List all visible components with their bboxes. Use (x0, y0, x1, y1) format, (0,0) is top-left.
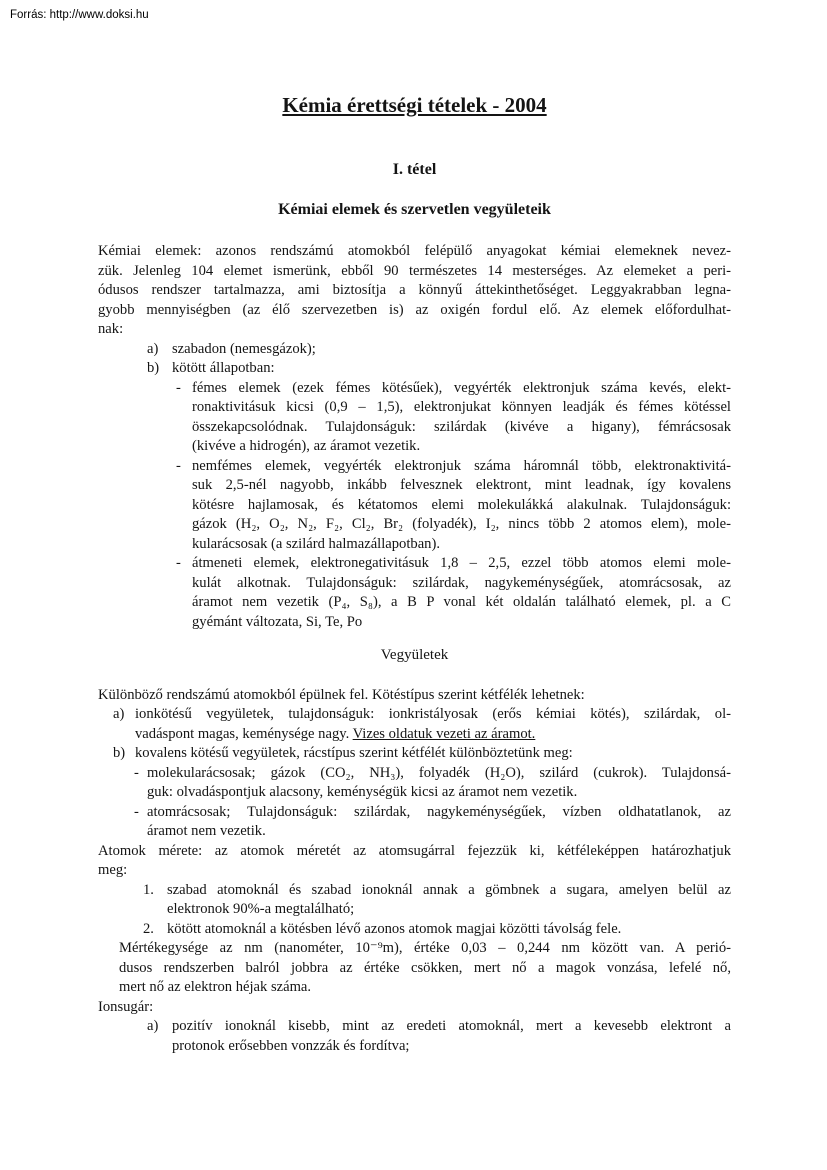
bullet-text: nemfémes elemek, vegyérték elektronjuk száma háromnál több, elektronaktivitá- suk 2,5-nél nagyobb, inkább felvesznek elektront, mint leadnak, így kovalens kötésre hajlamosak, és kétatomos elemi molekulákká alakulnak. Tulajdonságuk: gázok (H₂, O₂, N₂, F₂, Cl₂, Br₂ (folyadék), I₂, nincs több 2 atomos elem), mole- kularácsosak (a szilárd halmazállapotban). (192, 457, 731, 552)
bullet-metallic-elements (176, 379, 731, 457)
list-item-text: kovalens kötésű vegyületek, rácstípus szerint kétfélét különböztetünk meg: (135, 745, 573, 761)
bullet-text: molekularácsosak; gázok (CO₂, NH₃), folyadék (H₂O), szilárd (cukrok). Tulajdonsá- guk: olvadáspontjuk alacsony, keménységük kicsi az áramot nem vezetik. (147, 764, 731, 800)
list-item-text: ionkötésű vegyületek, tulajdonságuk: ionkristályosak (erős kémiai kötés), szilárdak, ol- vadáspont magas, keménysége nagy. Vizes oldatuk vezeti az áramot. (135, 706, 731, 742)
list-item-text: pozitív ionoknál kisebb, mint az eredeti atomoknál, mert a kevesebb elektront a protonok erősebben vonzzák és fordítva; (172, 1018, 731, 1054)
paragraph-compounds-intro: Különböző rendszámú atomokból épülnek fel. Kötéstípus szerint kétfélék lehetnek: (98, 686, 585, 703)
list-marker: b) (113, 745, 126, 761)
list-item-ion-radius-a (147, 1017, 731, 1056)
paragraph-elements-intro: Kémiai elemek: azonos rendszámú atomokból felépülő anyagokat kémiai elemeknek nevez- zük. Jelenleg 104 elemet ismerünk, ebből 90 természetes 14 mesterséges. Az elemeket a peri- ódusos rendszer tartalmazza, ami biztosítja a könnyű áttekinthetőséget. Leggyakrabban legna- gyobb mennyiségben (az élő szervezetben is) az oxigén fordul elő. Az elemek előfordulhat- nak: (98, 243, 731, 337)
bullet-nonmetallic-elements (176, 457, 731, 555)
bullet-dash: - (176, 457, 181, 474)
number-marker: 2. (143, 920, 154, 937)
source-note: Forrás: http://www.doksi.hu (10, 9, 149, 21)
section-heading: I. tétel (392, 161, 437, 178)
bullet-dash: - (134, 803, 139, 820)
bullet-text: átmeneti elemek, elektronegativitásuk 1,8 – 2,5, ezzel több atomos elemi mole- kulát alkotnak. Tulajdonságuk: szilárdak, nagykeménységűek, atomrácsosak, az áramot nem vezetik (P₄, S₈), a B P vonal két oldalán található elemek, pl. a C gyémánt változata, Si, Te, Po (192, 555, 731, 630)
number-marker: 1. (143, 881, 154, 898)
list-item-ionic-compounds (113, 705, 731, 744)
list-item-covalent-compounds (113, 744, 731, 764)
list-marker: a) (147, 1018, 159, 1034)
bullet-atomic-lattice (134, 803, 731, 842)
bullet-text: atomrácsosak; Tulajdonságuk: szilárdak, nagykeménységűek, vízben oldhatatlanok, az áramot nem vezetik. (147, 803, 731, 839)
section-subheading: Kémiai elemek és szervetlen vegyületeik (278, 201, 551, 218)
bullet-transition-elements (176, 554, 731, 632)
list-item-occurrence-b (147, 359, 731, 379)
list-marker: b) (147, 360, 160, 376)
bullet-dash: - (176, 555, 181, 571)
paragraph-ion-radius-label: Ionsugár: (98, 998, 154, 1015)
compounds-heading: Vegyületek (380, 647, 449, 663)
numbered-item-text: szabad atomoknál és szabad ionoknál annak a gömbnek a sugara, amelyen belül az elektronok 90%-a megtalálható; (167, 881, 731, 917)
list-item-text: szabadon (nemesgázok); (172, 340, 316, 357)
numbered-item-bound-atoms (143, 920, 731, 940)
bullet-dash: - (134, 764, 139, 781)
document-title: Kémia érettségi tételek - 2004 (282, 93, 547, 117)
paragraph-atom-size: Atomok mérete: az atomok méretét az atomsugárral fejezzük ki, kétféleképpen határozhatjuk meg: (98, 842, 731, 878)
numbered-item-free-atoms (143, 881, 731, 920)
numbered-item-text: kötött atomoknál a kötésben lévő azonos atomok magjai közötti távolság fele. (167, 920, 622, 937)
bullet-molecular-lattice (134, 764, 731, 803)
list-item-occurrence-a (147, 340, 731, 360)
document-page (98, 0, 731, 1056)
bullet-dash: - (176, 379, 181, 396)
list-marker: a) (113, 706, 125, 722)
paragraph-unit-note: Mértékegysége az nm (nanométer, 10⁻⁹m), értéke 0,03 – 0,244 nm között van. A perió- dusos rendszerben balról jobbra az értéke csökken, mert nő a magok vonzása, lefelé nő, mert nő az elektron héjak száma. (119, 940, 731, 995)
bullet-text: fémes elemek (ezek fémes kötésűek), vegyérték elektronjuk száma kevés, elekt- ronaktivitásuk kicsi (0,9 – 1,5), elektronjukat könnyen leadják és fémes kötéssel összekapcsolódnak. Tulajdonságuk: szilárdak (kivéve a higany), fémrácsosak (kivéve a hidrogén), az áramot vezetik. (192, 379, 731, 454)
list-marker: a) (147, 340, 159, 357)
list-item-text: kötött állapotban: (172, 360, 275, 376)
